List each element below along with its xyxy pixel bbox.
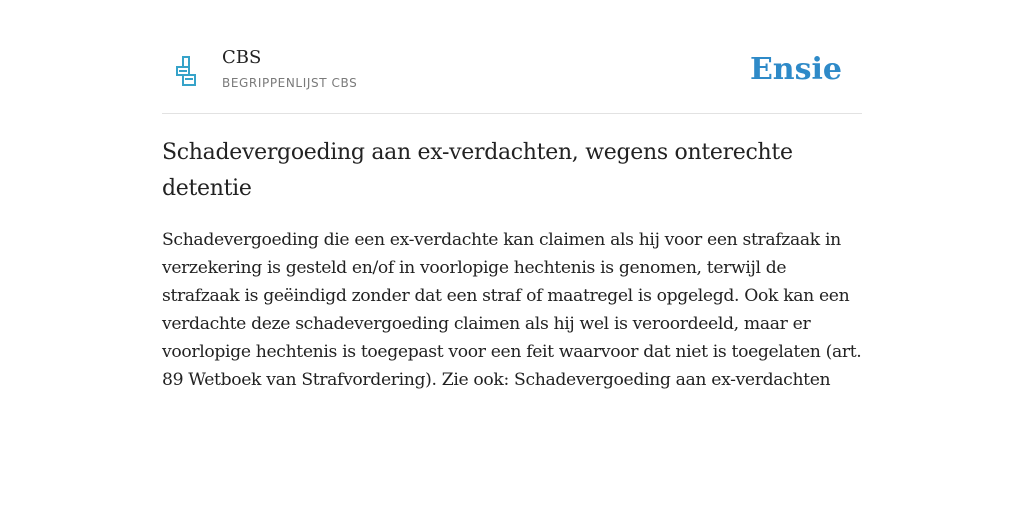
organization-subtitle[interactable]: BEGRIPPENLIJST CBS xyxy=(222,76,358,90)
entry-definition: Schadevergoeding die een ex-verdachte kan claimen als hij voor een strafzaak in verzekering is gesteld en/of in voorlopige hechtenis is genomen, terwijl de strafzaak is geëindigd zonder dat een straf of maatregel is opgelegd. Ook kan een verdachte deze schadevergoeding claimen als hij wel is veroordeeld, maar er voorlopige hechtenis is toegepast voor een feit waarvoor dat niet is toegelaten (art. 89 Wetboek van Strafvordering). Zie ook: Schadevergoeding aan ex-verdachten xyxy=(162,230,862,390)
entry-title: Schadevergoeding aan ex-verdachten, wegens onterechte detentie xyxy=(162,140,793,201)
cbs-logo-icon xyxy=(176,56,196,86)
ensie-brand-logo[interactable]: Ensie xyxy=(749,52,842,87)
organization-name[interactable]: CBS xyxy=(222,47,262,68)
header xyxy=(162,0,862,114)
definition-card xyxy=(162,0,862,512)
